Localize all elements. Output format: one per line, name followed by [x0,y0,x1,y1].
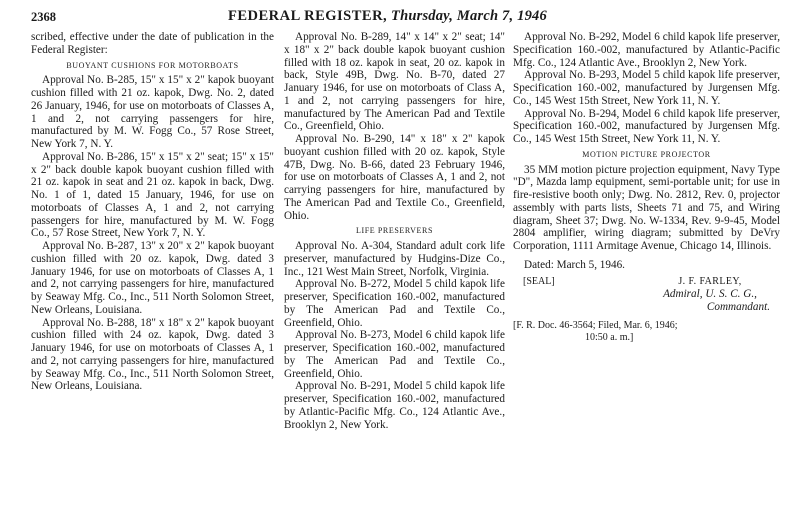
approval-entry: Approval No. B-294, Model 6 child kapok life preserver, Specification 160.-002, manufactured by Jurgensen Mfg. Co., 145 West 15th Street, New York 11, N. Y. [513,107,780,145]
filing-note [513,320,780,344]
running-head [228,8,547,25]
publication-title: FEDERAL REGISTER, [228,8,388,24]
signer-name: J. F. FARLEY, [678,275,742,287]
dated-line: Dated: March 5, 1946. [524,258,625,271]
projector-entry: 35 MM motion picture projection equipment, Navy Type "D", Mazda lamp equipment, semi-portable unit; for use in fire-resistive booth only; Dwg. No. 2812, Rev. 0, projector assembly with parts lists, Sheets 71 and 75, and Wiring diagram, Sheet 37; Dwg. No. W-1334, Rev. 9-9-45, Model 2804 amplifier, wiring diagram; submitted by DeVry Corporation, 1111 Armitage Avenue, Chicago 14, Illinois. [513,163,780,252]
signature-block [513,276,780,302]
page-number: 2368 [31,10,56,24]
issue-date: Thursday, March 7, 1946 [391,8,547,24]
approval-entry: Approval No. B-293, Model 5 child kapok life preserver, Specification 160.-002, manufactured by Jurgensen Mfg. Co., 145 West 15th Street, New York 11, N. Y. [513,69,780,107]
intro-text: scribed, effective under the date of publication in the Federal Register: [31,31,274,56]
approval-entry: Approval No. A-304, Standard adult cork life preserver, manufactured by Hudgins-Dize Co., Inc., 121 West Main Street, Norfolk, Virginia. [284,240,505,278]
approval-entry: Approval No. B-272, Model 5 child kapok life preserver, Specification 160.-002, manufactured by The American Pad and Textile Co., Greenfield, Ohio. [284,278,505,329]
approval-entry: Approval No. B-291, Model 5 child kapok life preserver, Specification 160.-002, manufactured by Atlantic-Pacific Mfg. Co., 124 Atlantic Ave., Brooklyn 2, New York. [284,380,505,431]
section-heading-buoyant-cushions: BUOYANT CUSHIONS FOR MOTORBOATS [66,60,239,70]
approval-entry: Approval No. B-286, 15" x 15" x 2" seat; 15" x 15" x 2" back double kapok buoyant cushion filled with 21 oz. kapok in seat and 21 oz. kapok in back, Dwg. No. 1 of 1, dated 15 January, 1946, for use on motorboats of Classes A, 1 and 2, not carrying passengers for hire, manufactured by M. W. Fogg Co., 57 Rose Street, New York 7, N. Y. [31,150,274,240]
approval-entry: Approval No. B-292, Model 6 child kapok life preserver, Specification 160.-002, manufactured by Atlantic-Pacific Mfg. Co., 124 Atlantic Ave., Brooklyn 2, New York. [513,31,780,69]
signer [640,276,780,302]
section-heading-life-preservers: LIFE PRESERVERS [355,226,434,236]
seal-marker: [SEAL] [523,275,555,287]
column-3 [513,31,780,344]
approval-entry: Approval No. B-290, 14" x 18" x 2" kapok buoyant cushion filled with 20 oz. kapok, Style 47B, Dwg. No. B-66, dated 23 February 1946, for use on motorboats of Classes A, 1 and 2, not carrying passengers for hire, manufactured by The American Pad and Textile Co., Greenfield, Ohio. [284,133,505,222]
approval-entry: Approval No. B-273, Model 6 child kapok life preserver, Specification 160.-002, manufactured by The American Pad and Textile Co., Greenfield, Ohio. [284,329,505,380]
signer-role: Commandant. [706,301,770,313]
approval-entry: Approval No. B-288, 18" x 18" x 2" kapok buoyant cushion filled with 24 oz. kapok, Dwg. dated 3 January 1946, for use on motorboats of Classes A, 1 and 2, not carrying passengers for hire, manufactured by Seaway Mfg. Co., Inc., 511 North Solomon Street, New Orleans, Louisiana. [31,316,274,393]
section-heading-motion-picture-projector: MOTION PICTURE PROJECTOR [582,149,711,159]
filing-line-1: [F. R. Doc. 46-3564; Filed, Mar. 6, 1946; [513,319,678,331]
signer-title: Admiral, U. S. C. G., [663,288,757,301]
approval-entry: Approval No. B-285, 15" x 15" x 2" kapok buoyant cushion filled with 21 oz. kapok, Dwg. No. 2, dated 26 January, 1946, for use on motorboats of Classes A, 1 and 2, not carrying passengers for hire, manufactured by M. W. Fogg Co., 57 Rose Street, New York 7, N. Y. [31,74,274,150]
approval-entry: Approval No. B-287, 13" x 20" x 2" kapok buoyant cushion filled with 20 oz. kapok, Dwg. dated 3 January 1946, for use on motorboats of Classes A, 1 and 2, not carrying passengers for hire, manufactured by Seaway Mfg. Co., Inc., 511 North Solomon Street, New Orleans, Louisiana. [31,240,274,316]
filing-line-2: 10:50 a. m.] [585,331,634,343]
approval-entry: Approval No. B-289, 14" x 14" x 2" seat; 14" x 18" x 2" back double kapok buoyant cushion filled with 18 oz. kapok in seat, 20 oz. kapok in back, Style 49B, Dwg. No. B-70, dated 27 January 1946, for use on motorboats of Class A, 1 and 2, not carrying passengers for hire, manufactured by The American Pad and Textile Co., Greenfield, Ohio. [284,31,505,133]
column-1 [31,31,274,393]
column-2 [284,31,505,431]
